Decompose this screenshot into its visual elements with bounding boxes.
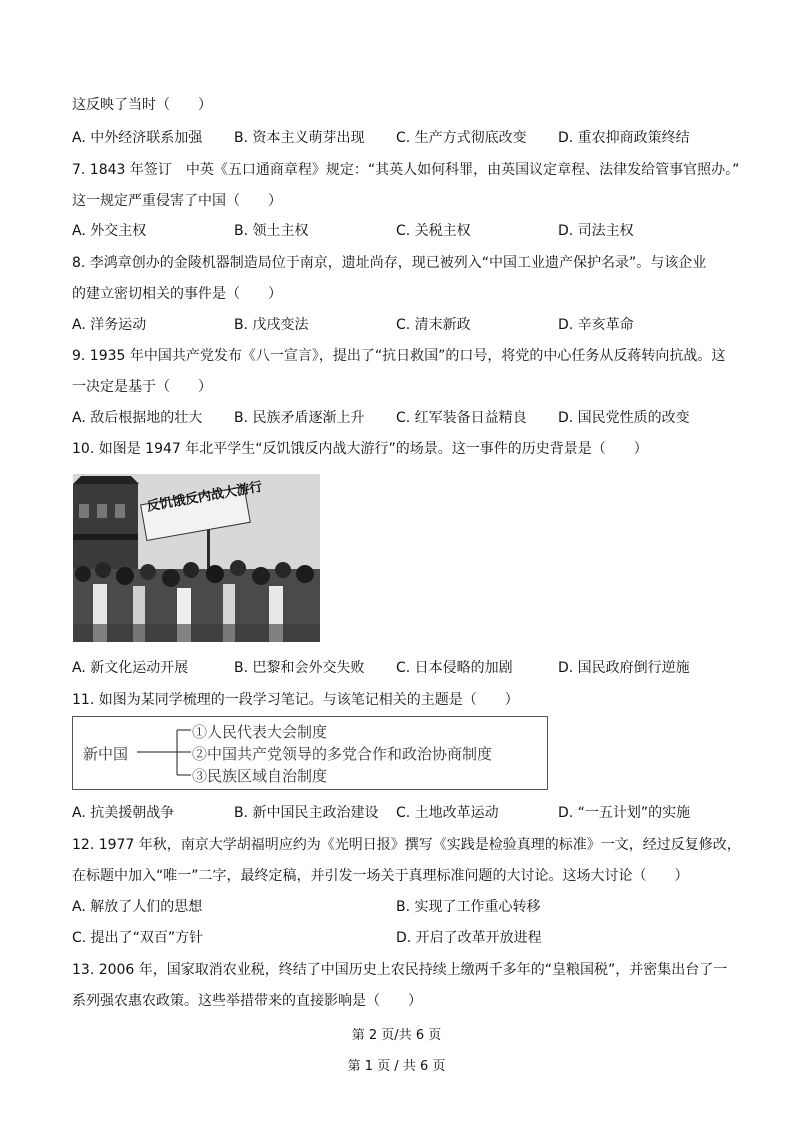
protest-photo	[73, 474, 320, 642]
q6-option-b: B. 资本主义萌芽出现	[234, 130, 365, 146]
protest-banner-text: 反饥饿反内战大游行	[145, 479, 264, 515]
q12-option-a: A. 解放了人们的思想	[72, 899, 203, 915]
q8-option-d: D. 辛亥革命	[558, 317, 634, 333]
q12-option-c: C. 提出了“双百”方针	[72, 930, 204, 946]
q10-option-b: B. 巴黎和会外交失败	[234, 660, 365, 676]
q9-line2: 一决定是基于（ ）	[72, 379, 212, 395]
q9-option-a: A. 敌后根据地的壮大	[72, 410, 203, 426]
q7-option-c: C. 关税主权	[396, 223, 471, 239]
q8-line1: 8. 李鸿章创办的金陵机器制造局位于南京，遗址尚存，现已被列入“中国工业遗产保护名录”。与该企业	[72, 255, 707, 271]
q8-option-b: B. 戊戌变法	[234, 317, 309, 333]
diagram-root: 新中国	[83, 745, 129, 763]
q6-option-d: D. 重农抑商政策终结	[558, 130, 690, 146]
q12-option-d: D. 开启了改革开放进程	[396, 930, 542, 946]
q8-line2: 的建立密切相关的事件是（ ）	[72, 286, 282, 302]
q12-line2: 在标题中加入“唯一”二字，最终定稿，并引发一场关于真理标准问题的大讨论。这场大讨论（ ）	[72, 868, 689, 884]
q6-option-a: A. 中外经济联系加强	[72, 130, 203, 146]
q7-line2: 这一规定严重侵害了中国（ ）	[72, 193, 282, 209]
q11-option-c: C. 土地改革运动	[396, 805, 499, 821]
q7-option-d: D. 司法主权	[558, 223, 634, 239]
q7-option-a: A. 外交主权	[72, 223, 147, 239]
q13-line1: 13. 2006 年，国家取消农业税，终结了中国历史上农民持续上缴两千多年的“皇粮国税”，并密集出台了一	[72, 962, 728, 978]
q10-option-a: A. 新文化运动开展	[72, 660, 189, 676]
q8-option-c: C. 清末新政	[396, 317, 471, 333]
q9-option-c: C. 红军装备日益精良	[396, 410, 527, 426]
page-footer-outer: 第 1 页 / 共 6 页	[347, 1059, 446, 1074]
q8-option-a: A. 洋务运动	[72, 317, 147, 333]
q6-stem-end: 这反映了当时（ ）	[72, 97, 212, 113]
q9-option-d: D. 国民党性质的改变	[558, 410, 690, 426]
diagram-item-3: ③民族区域自治制度	[192, 767, 328, 785]
q11-line1: 11. 如图为某同学梳理的一段学习笔记。与该笔记相关的主题是（ ）	[72, 692, 519, 708]
page-footer-inner: 第 2 页/共 6 页	[351, 1028, 442, 1043]
q13-line2: 系列强农惠农政策。这些举措带来的直接影响是（ ）	[72, 993, 422, 1009]
study-notes-diagram	[72, 716, 548, 790]
q11-option-a: A. 抗美援朝战争	[72, 805, 175, 821]
q6-option-c: C. 生产方式彻底改变	[396, 130, 527, 146]
q10-line1: 10. 如图是 1947 年北平学生“反饥饿反内战大游行”的场景。这一事件的历史背景是（ ）	[72, 441, 648, 457]
q12-option-b: B. 实现了工作重心转移	[396, 899, 541, 915]
q11-option-b: B. 新中国民主政治建设	[234, 805, 379, 821]
q10-option-c: C. 日本侵略的加剧	[396, 660, 513, 676]
q11-option-d: D. “一五计划”的实施	[558, 805, 691, 821]
q12-line1: 12. 1977 年秋，南京大学胡福明应约为《光明日报》撰写《实践是检验真理的标准》一文，经过反复修改，	[72, 837, 741, 853]
diagram-item-2: ②中国共产党领导的多党合作和政治协商制度	[192, 745, 493, 763]
diagram-item-1: ①人民代表大会制度	[192, 723, 328, 741]
q7-line1: 7. 1843 年签订 中英《五口通商章程》规定：“其英人如何科罪，由英国议定章程、法律发给管事官照办。”	[72, 162, 740, 178]
q7-option-b: B. 领土主权	[234, 223, 309, 239]
q10-option-d: D. 国民政府倒行逆施	[558, 660, 690, 676]
q9-line1: 9. 1935 年中国共产党发布《八一宣言》，提出了“抗日救国”的口号，将党的中心任务从反蒋转向抗战。这	[72, 348, 726, 364]
q9-option-b: B. 民族矛盾逐渐上升	[234, 410, 365, 426]
